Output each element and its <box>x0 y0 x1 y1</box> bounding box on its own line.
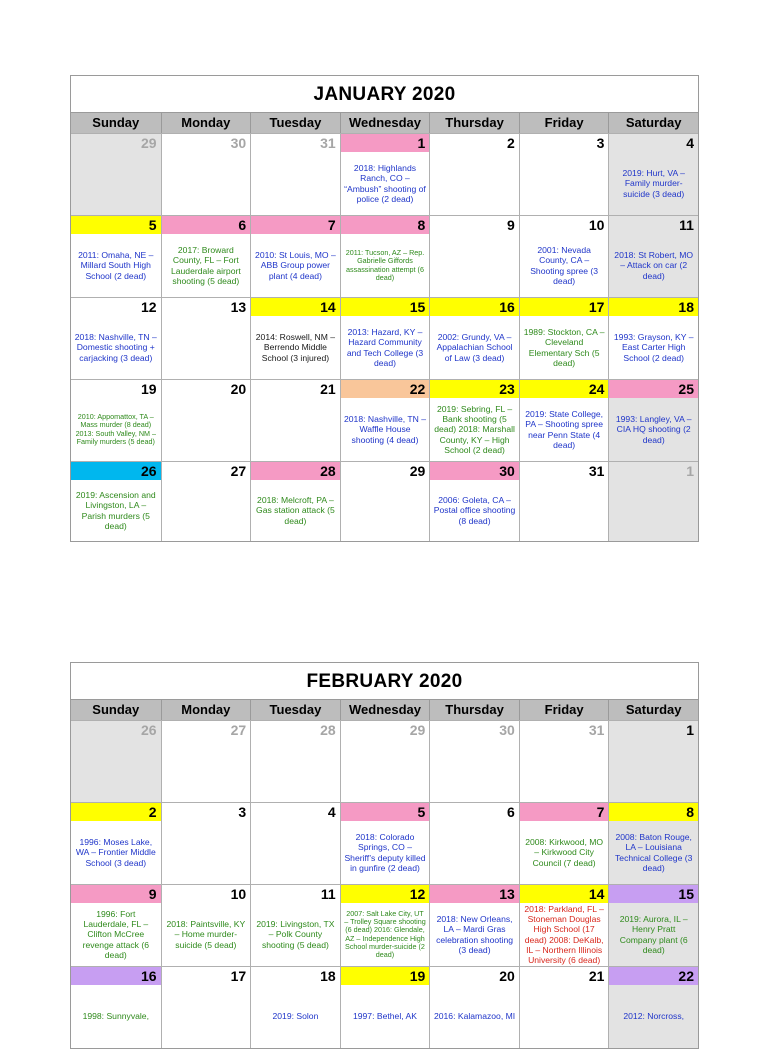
day-number: 9 <box>71 885 161 903</box>
event-note: 1989: Stockton, CA – Cleveland Elementary Sch (5 dead) <box>523 326 605 368</box>
event-note <box>162 316 251 379</box>
day-number: 7 <box>520 803 609 821</box>
day-number: 30 <box>499 722 515 738</box>
day-cell <box>161 885 251 966</box>
day-number: 9 <box>507 217 515 233</box>
event-note: 2012: Norcross, <box>623 1011 685 1022</box>
event-note: 2019: State College, PA – Shooting spree near Penn State (4 dead) <box>525 408 604 450</box>
day-cell <box>161 967 251 1048</box>
day-cell <box>608 721 698 802</box>
day-number: 6 <box>507 804 515 820</box>
event-note <box>609 739 698 802</box>
week-row <box>71 215 698 297</box>
event-note <box>251 739 340 802</box>
day-cell <box>429 380 519 461</box>
day-cell <box>608 967 698 1048</box>
week-row <box>71 379 698 461</box>
day-number: 20 <box>230 381 247 397</box>
event-note: 2019: Aurora, IL – Henry Pratt Company plant (6 dead) <box>619 913 688 955</box>
day-cell <box>340 885 430 966</box>
day-cell <box>519 967 609 1048</box>
day-number: 1 <box>686 463 694 479</box>
day-number: 31 <box>320 135 336 151</box>
event-note: 2019: Ascension and Livingston, LA – Parish murders (5 dead) <box>75 489 156 531</box>
weekday-label: Tuesday <box>250 700 340 720</box>
event-note <box>430 152 519 215</box>
day-number: 17 <box>520 298 609 316</box>
day-cell <box>161 721 251 802</box>
day-number: 27 <box>230 463 247 479</box>
event-note <box>162 821 251 884</box>
day-cell <box>71 967 161 1048</box>
day-number: 1 <box>686 722 694 738</box>
day-cell <box>71 803 161 884</box>
day-number: 15 <box>609 885 698 903</box>
day-cell <box>340 967 430 1048</box>
weekday-label: Thursday <box>429 113 519 133</box>
month-title: JANUARY 2020 <box>313 84 456 105</box>
event-note <box>162 398 251 461</box>
day-number: 11 <box>320 886 336 902</box>
week-row <box>71 133 698 215</box>
event-note: 2008: Kirkwood, MO – Kirkwood City Council (7 dead) <box>525 837 604 868</box>
day-cell <box>608 298 698 379</box>
event-note: 2018: Parkland, FL – Stoneman Douglas High School (17 dead) 2008: DeKalb, IL – Northern Illinois University (6 dead) <box>524 903 604 966</box>
weekday-label: Friday <box>519 700 609 720</box>
day-cell <box>161 216 251 297</box>
day-cell <box>340 298 430 379</box>
event-note <box>520 985 609 1048</box>
weekday-label: Wednesday <box>340 113 430 133</box>
event-note <box>430 234 519 297</box>
day-cell <box>340 721 430 802</box>
event-note <box>162 739 251 802</box>
day-cell <box>250 885 340 966</box>
day-number: 21 <box>588 968 605 984</box>
day-cell <box>429 462 519 541</box>
day-cell <box>429 134 519 215</box>
day-cell <box>519 216 609 297</box>
day-number: 14 <box>520 885 609 903</box>
day-number: 3 <box>238 804 247 820</box>
day-cell <box>519 803 609 884</box>
day-cell <box>71 462 161 541</box>
day-cell <box>429 216 519 297</box>
weekday-label: Monday <box>161 113 251 133</box>
event-note: 2007: Salt Lake City, UT – Trolley Square shooting (6 dead) 2016: Glendale, AZ – Independence High School murder-suicide (2 dead) <box>344 908 426 960</box>
day-number: 23 <box>430 380 519 398</box>
event-note: 2014: Roswell, NM – Berrendo Middle School (3 injured) <box>255 332 336 363</box>
day-number: 4 <box>327 804 336 820</box>
day-number: 5 <box>341 803 430 821</box>
day-cell <box>429 721 519 802</box>
day-cell <box>161 803 251 884</box>
event-note: 2018: Nashville, TN – Waffle House shooting (4 dead) <box>343 414 426 445</box>
day-cell <box>608 380 698 461</box>
event-note: 2013: Hazard, KY – Hazard Community and Tech College (3 dead) <box>346 326 424 368</box>
day-number: 31 <box>588 722 605 738</box>
day-number: 22 <box>341 380 430 398</box>
day-number: 31 <box>588 463 605 479</box>
day-number: 22 <box>609 967 698 985</box>
day-cell <box>340 380 430 461</box>
day-number: 24 <box>520 380 609 398</box>
event-note <box>520 152 609 215</box>
event-note <box>162 480 251 541</box>
event-note <box>520 480 609 541</box>
event-note: 2011: Omaha, NE – Millard South High School (2 dead) <box>78 250 154 281</box>
day-number: 26 <box>71 462 161 480</box>
day-number: 28 <box>251 462 340 480</box>
weekday-header <box>71 112 698 133</box>
day-number: 2 <box>71 803 161 821</box>
weekday-label: Sunday <box>92 115 140 130</box>
event-note: 1993: Langley, VA – CIA HQ shooting (2 dead) <box>615 414 692 445</box>
day-number: 30 <box>430 462 519 480</box>
event-note: 2018: Highlands Ranch, CO – “Ambush” shooting of police (2 dead) <box>344 162 426 204</box>
day-cell <box>429 967 519 1048</box>
event-note: 2011: Tucson, AZ – Rep. Gabrielle Giffords assassination attempt (6 dead) <box>345 247 425 282</box>
weeks-grid <box>71 720 698 1048</box>
event-note: 2010: St Louis, MO – ABB Group power plant (4 dead) <box>255 250 336 281</box>
day-number: 26 <box>140 722 157 738</box>
day-number: 13 <box>430 885 519 903</box>
january-calendar <box>70 75 699 542</box>
day-number: 1 <box>341 134 430 152</box>
day-cell <box>161 462 251 541</box>
day-cell <box>340 134 430 215</box>
event-note: 2018: St Robert, MO – Attack on car (2 dead) <box>614 250 694 281</box>
event-note: 2018: Nashville, TN – Domestic shooting + carjacking (3 dead) <box>74 332 157 363</box>
week-row <box>71 884 698 966</box>
event-note: 2018: Paintsville, KY – Home murder-suicide (5 dead) <box>166 919 246 950</box>
event-note <box>251 152 340 215</box>
day-number: 13 <box>230 299 247 315</box>
week-row <box>71 802 698 884</box>
day-cell <box>250 967 340 1048</box>
week-row <box>71 720 698 802</box>
day-number: 8 <box>609 803 698 821</box>
event-note: 1996: Moses Lake, WA – Frontier Middle School (3 dead) <box>75 837 156 868</box>
weekday-label: Tuesday <box>250 113 340 133</box>
event-note: 2018: Colorado Springs, CO – Sheriff’s deputy killed in gunfire (2 dead) <box>344 831 426 873</box>
week-row <box>71 297 698 379</box>
event-note <box>162 152 251 215</box>
day-cell <box>608 885 698 966</box>
day-number: 7 <box>251 216 340 234</box>
day-cell <box>429 803 519 884</box>
day-cell <box>519 298 609 379</box>
event-note: 2017: Broward County, FL – Fort Lauderdale airport shooting (5 dead) <box>170 244 241 286</box>
day-cell <box>250 380 340 461</box>
weekday-label: Wednesday <box>340 700 430 720</box>
event-note <box>341 480 430 541</box>
event-note: 2018: New Orleans, LA – Mardi Gras celebration shooting (3 dead) <box>436 913 514 955</box>
event-note <box>251 821 340 884</box>
day-cell <box>71 134 161 215</box>
day-cell <box>608 134 698 215</box>
event-note: 2002: Grundy, VA – Appalachian School of Law (3 dead) <box>436 332 513 363</box>
event-note: 1997: Bethel, AK <box>352 1011 417 1022</box>
day-cell <box>250 216 340 297</box>
day-number: 29 <box>140 135 157 151</box>
day-number: 12 <box>140 299 157 315</box>
event-note: 2001: Nevada County, CA – Shooting spree (3 dead) <box>530 244 599 286</box>
day-number: 29 <box>409 463 426 479</box>
day-cell <box>519 721 609 802</box>
event-note <box>430 821 519 884</box>
day-number: 4 <box>686 135 694 151</box>
weekday-label: Friday <box>519 113 609 133</box>
day-number: 6 <box>162 216 251 234</box>
day-number: 19 <box>341 967 430 985</box>
day-number: 18 <box>320 968 336 984</box>
event-note: 1998: Sunnyvale, <box>82 1011 149 1022</box>
weekday-label: Monday <box>161 700 251 720</box>
day-cell <box>340 803 430 884</box>
event-note: 2019: Livingston, TX – Polk County shooting (5 dead) <box>256 919 335 950</box>
day-number: 17 <box>230 968 247 984</box>
day-cell <box>250 803 340 884</box>
event-note <box>71 739 161 802</box>
day-cell <box>250 721 340 802</box>
day-number: 27 <box>230 722 247 738</box>
day-number: 28 <box>320 722 336 738</box>
event-note <box>430 739 519 802</box>
day-cell <box>71 298 161 379</box>
week-row <box>71 461 698 541</box>
day-number: 14 <box>251 298 340 316</box>
day-cell <box>161 134 251 215</box>
day-cell <box>429 885 519 966</box>
day-number: 29 <box>409 722 426 738</box>
day-number: 25 <box>609 380 698 398</box>
event-note <box>71 152 161 215</box>
day-number: 10 <box>230 886 247 902</box>
february-calendar <box>70 662 699 1049</box>
day-cell <box>71 380 161 461</box>
day-cell <box>340 216 430 297</box>
day-cell <box>161 298 251 379</box>
day-number: 3 <box>596 135 605 151</box>
day-cell <box>519 462 609 541</box>
event-note: 2010: Appomattox, TA – Mass murder (8 dead) 2013: South Valley, NM – Family murders (5 dead) <box>75 411 156 446</box>
weekday-label: Saturday <box>608 113 698 133</box>
day-cell <box>71 216 161 297</box>
day-number: 8 <box>341 216 430 234</box>
day-cell <box>608 462 698 541</box>
day-cell <box>71 721 161 802</box>
day-cell <box>608 803 698 884</box>
day-number: 16 <box>71 967 161 985</box>
weekday-label: Saturday <box>608 700 698 720</box>
day-cell <box>71 885 161 966</box>
day-number: 12 <box>341 885 430 903</box>
day-cell <box>250 134 340 215</box>
day-number: 5 <box>71 216 161 234</box>
event-note: 2006: Goleta, CA – Postal office shooting (8 dead) <box>433 495 516 526</box>
event-note <box>251 398 340 461</box>
event-note <box>609 480 698 541</box>
event-note: 1993: Grayson, KY – East Carter High School (2 dead) <box>613 332 694 363</box>
event-note: 2008: Baton Rouge, LA – Louisiana Technical College (3 dead) <box>615 831 693 873</box>
event-note <box>341 739 430 802</box>
day-cell <box>519 885 609 966</box>
month-title: FEBRUARY 2020 <box>306 671 463 692</box>
weekday-label: Sunday <box>92 702 140 717</box>
day-number: 10 <box>588 217 605 233</box>
event-note: 2019: Solon <box>272 1011 319 1022</box>
day-cell <box>340 462 430 541</box>
day-cell <box>519 380 609 461</box>
event-note: 1996: Fort Lauderdale, FL – Clifton McCree revenge attack (6 dead) <box>82 908 149 960</box>
day-cell <box>250 462 340 541</box>
weekday-label: Thursday <box>429 700 519 720</box>
day-cell <box>429 298 519 379</box>
day-cell <box>608 216 698 297</box>
event-note <box>520 739 609 802</box>
day-number: 20 <box>499 968 515 984</box>
weekday-header <box>71 699 698 720</box>
day-number: 30 <box>230 135 247 151</box>
event-note: 2018: Melcroft, PA – Gas station attack (5 dead) <box>256 495 335 526</box>
day-number: 11 <box>679 217 694 233</box>
day-number: 15 <box>341 298 430 316</box>
day-number: 2 <box>507 135 515 151</box>
day-number: 18 <box>609 298 698 316</box>
day-cell <box>519 134 609 215</box>
week-row <box>71 966 698 1048</box>
event-note: 2016: Kalamazoo, MI <box>433 1011 516 1022</box>
day-cell <box>250 298 340 379</box>
day-cell <box>161 380 251 461</box>
weeks-grid <box>71 133 698 541</box>
day-number: 21 <box>320 381 336 397</box>
day-number: 19 <box>140 381 157 397</box>
event-note: 2019: Sebring, FL – Bank shooting (5 dead) 2018: Marshall County, KY – High School (2 dead) <box>434 403 515 455</box>
event-note: 2019: Hurt, VA – Family murder-suicide (3 dead) <box>622 168 685 199</box>
day-number: 16 <box>430 298 519 316</box>
event-note <box>162 985 251 1048</box>
